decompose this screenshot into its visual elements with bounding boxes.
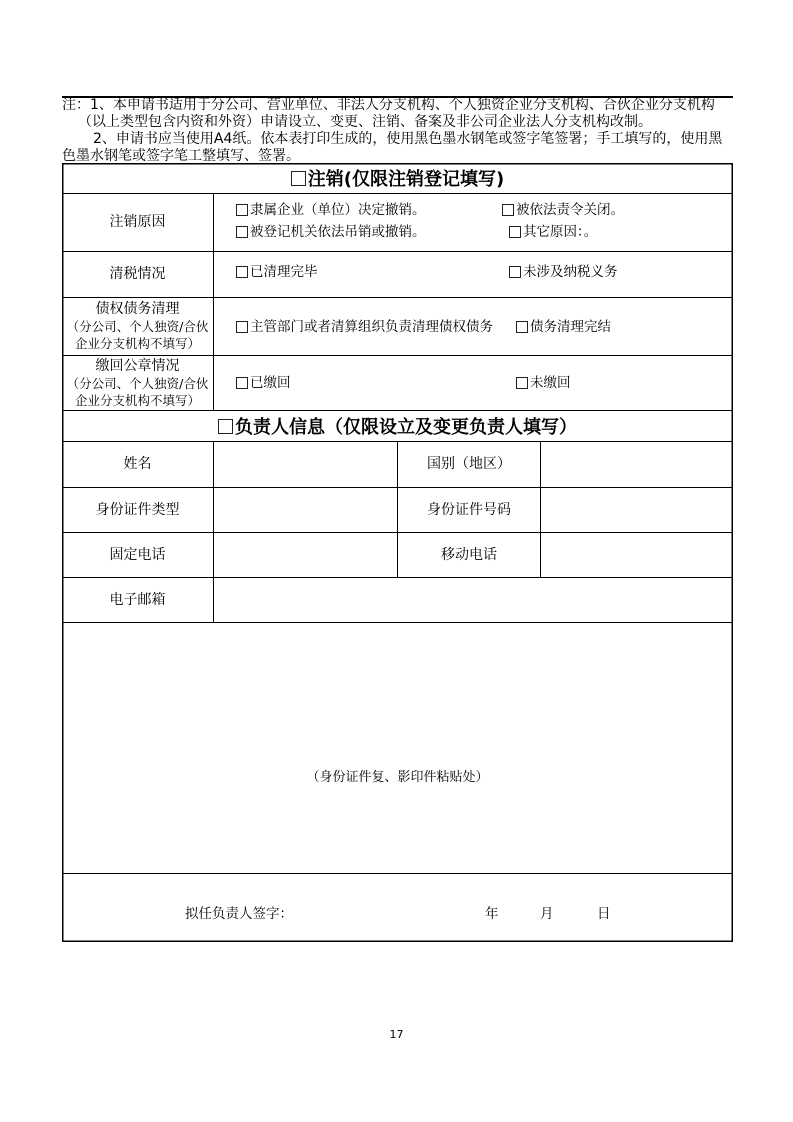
email-label [62,578,213,622]
signature-day-label: 日 [597,906,611,922]
row-label-note: （分公司、个人独资/合伙 [66,319,209,334]
checkbox[interactable] [236,321,248,333]
signature-label: 拟任负责人签字： [185,906,293,922]
option-revoked-by-parent[interactable] [236,201,426,219]
landline-field[interactable] [213,533,397,577]
note-line-3: 2、申请书应当使用A4纸。依本表打印生成的，使用黑色墨水钢笔或签字笔签署；手工填写的，使用黑 [93,131,723,147]
principal-section-checkbox[interactable] [218,419,233,434]
id-number-field[interactable] [540,488,733,532]
option-debts-cleared[interactable] [516,318,611,336]
phone-row [62,532,733,577]
option-label: 债务清理完结 [530,319,611,335]
id-type-label [62,488,213,532]
checkbox[interactable] [236,266,248,278]
option-license-revoked[interactable] [236,223,426,241]
checkbox[interactable] [502,204,514,216]
option-label: 未涉及纳税义务 [523,264,618,280]
country-label [397,442,540,487]
option-label: 被登记机关依法吊销或撤销。 [250,224,426,240]
field-label-text: 身份证件类型 [95,501,180,518]
option-seal-not-returned[interactable] [516,374,571,392]
note-line-4: 色墨水钢笔或签字笔工整填写、签署。 [62,148,300,164]
cancellation-section-header [62,163,733,193]
id-copy-placeholder: （身份证件复、影印件粘贴处） [306,770,489,785]
id-type-field[interactable] [213,488,397,532]
cancellation-reason-row [62,193,733,251]
note-line-1: 注：1、本申请书适用于分公司、营业单位、非法人分支机构、个人独资企业分支机构、合伙企业分支机构 [62,97,715,113]
debt-clearance-row [62,297,733,355]
mobile-field[interactable] [540,533,733,577]
row-label-text: 清税情况 [109,266,166,282]
seal-return-options [213,356,733,410]
field-label-text: 固定电话 [109,546,166,563]
option-ordered-closed[interactable] [502,201,624,219]
row-label-text: 缴回公章情况 [95,357,180,374]
row-label-note: 企业分支机构不填写） [74,336,200,351]
field-label-text: 国别（地区） [427,456,511,472]
option-liquidation-group-clears-debts[interactable] [236,318,493,336]
mobile-label [397,533,540,577]
option-label: 被依法责令关闭。 [516,202,624,218]
debt-clearance-label [62,298,213,355]
checkbox[interactable] [236,377,248,389]
row-label-note: （分公司、个人独资/合伙 [66,375,209,391]
checkbox[interactable] [516,377,528,389]
name-label [62,442,213,487]
cancellation-section-checkbox[interactable] [291,171,306,186]
signature-row [62,873,733,942]
checkbox[interactable] [509,226,521,238]
email-field[interactable] [213,578,733,622]
principal-section-header [62,410,733,441]
row-label-text: 注销原因 [109,214,166,230]
application-form-table [62,163,733,942]
tax-clearance-row [62,251,733,297]
id-row [62,487,733,532]
name-country-row [62,441,733,487]
seal-return-label [62,356,213,410]
field-label-text: 身份证件号码 [427,501,511,518]
checkbox[interactable] [516,321,528,333]
option-label: 未缴回 [530,375,571,391]
debt-clearance-options [213,298,733,355]
field-label-text: 姓名 [123,456,152,472]
name-field[interactable] [213,442,397,487]
note-line-2: （以上类型包含内资和外资）申请设立、变更、注销、备案及非公司企业法人分支机构改制。 [78,114,652,130]
option-tax-cleared[interactable] [236,263,318,281]
cancellation-reason-options [213,194,733,251]
signature-year-label: 年 [485,906,499,922]
option-other-reason[interactable] [509,223,597,241]
cancellation-reason-label [62,194,213,251]
option-label: 主管部门或者清算组织负责清理债权债务 [250,319,493,335]
field-label-text: 移动电话 [441,546,497,563]
option-no-tax-obligation[interactable] [509,263,618,281]
id-copy-paste-area[interactable] [62,622,733,873]
option-label: 隶属企业（单位）决定撤销。 [250,202,426,218]
option-label: 其它原因：。 [523,224,598,240]
principal-section-title: 负责人信息（仅限设立及变更负责人填写） [235,417,577,438]
row-label-text: 债权债务清理 [95,301,180,317]
option-seal-returned[interactable] [236,374,291,392]
id-number-label [397,488,540,532]
email-row [62,577,733,622]
page-number: 17 [389,1028,404,1041]
tax-clearance-options [213,252,733,297]
checkbox[interactable] [236,204,248,216]
option-label: 已清理完毕 [250,264,318,280]
landline-label [62,533,213,577]
row-label-note: 企业分支机构不填写） [74,392,200,408]
checkbox[interactable] [236,226,248,238]
tax-clearance-label [62,252,213,297]
checkbox[interactable] [509,266,521,278]
option-label: 已缴回 [250,375,291,391]
field-label-text: 电子邮箱 [109,591,166,608]
signature-month-label: 月 [540,906,554,922]
cancellation-section-title: 注销(仅限注销登记填写) [307,169,505,190]
seal-return-row [62,355,733,410]
country-field[interactable] [540,442,733,487]
